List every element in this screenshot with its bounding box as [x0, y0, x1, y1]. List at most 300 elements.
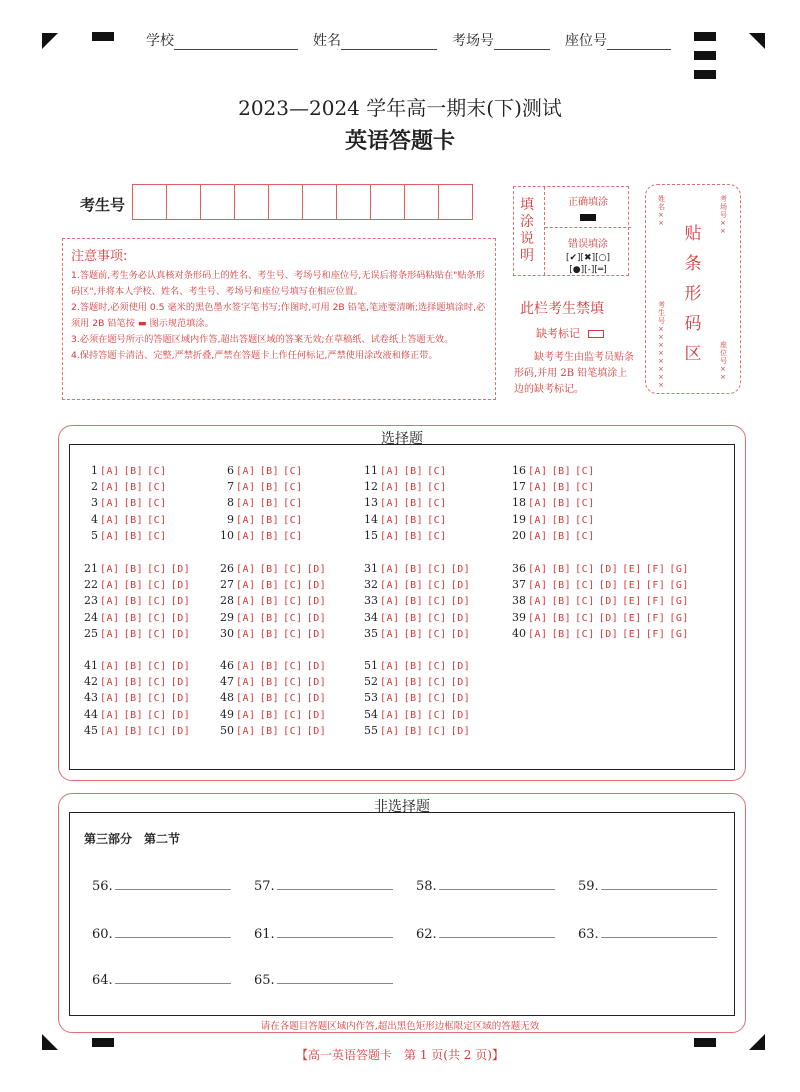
answer-bubble-d[interactable]: [D]: [170, 596, 191, 608]
name-field[interactable]: [313, 30, 437, 50]
answer-bubble-b[interactable]: [B]: [403, 466, 424, 477]
answer-bubble-d[interactable]: [D]: [306, 596, 327, 608]
answer-blank[interactable]: [92, 972, 231, 988]
answer-bubble-c[interactable]: [C]: [147, 580, 167, 592]
answer-blank[interactable]: [578, 878, 717, 894]
blank-line[interactable]: [277, 926, 393, 938]
answer-bubble-a[interactable]: [A]: [100, 530, 120, 542]
answer-bubble-d[interactable]: [D]: [306, 628, 327, 640]
answer-bubble-b[interactable]: [B]: [123, 498, 144, 510]
candidate-id-cell[interactable]: [405, 184, 439, 220]
subpart-heading: 第三部分 第二节: [84, 832, 181, 846]
answer-bubble-e[interactable]: [E]: [622, 628, 642, 640]
answer-bubble-b[interactable]: [B]: [403, 709, 424, 721]
answer-bubble-g[interactable]: [G]: [669, 564, 689, 575]
answer-bubble-d[interactable]: [D]: [450, 564, 471, 575]
answer-bubble-a[interactable]: [A]: [236, 661, 256, 672]
answer-bubble-b[interactable]: [B]: [123, 482, 144, 494]
candidate-id-cell[interactable]: [337, 184, 371, 220]
absent-note: 缺考考生由监考员贴条形码,并用 2B 铅笔填涂上边的缺考标记。: [514, 352, 634, 395]
answer-bubble-b[interactable]: [B]: [551, 466, 572, 477]
answer-bubble-c[interactable]: [C]: [283, 709, 303, 721]
question-number: 4: [91, 512, 98, 526]
exam-room-field[interactable]: [452, 30, 550, 50]
answer-bubble-d[interactable]: [D]: [170, 725, 191, 737]
answer-bubble-b[interactable]: [B]: [123, 628, 144, 640]
answer-bubble-e[interactable]: [E]: [622, 612, 642, 624]
answer-bubble-b[interactable]: [B]: [551, 564, 572, 575]
answer-bubble-d[interactable]: [D]: [450, 693, 471, 705]
answer-bubble-b[interactable]: [B]: [259, 514, 280, 526]
answer-bubble-d[interactable]: [D]: [170, 677, 191, 689]
blank-number: 61.: [254, 927, 275, 942]
answer-bubble-a[interactable]: [A]: [380, 530, 400, 542]
answer-bubble-c[interactable]: [C]: [147, 725, 167, 737]
choice-question-row: [84, 724, 194, 737]
blank-line[interactable]: [601, 926, 717, 938]
answer-bubble-c[interactable]: [C]: [283, 661, 303, 672]
answer-bubble-c[interactable]: [C]: [427, 498, 447, 510]
answer-bubble-d[interactable]: [D]: [598, 628, 619, 640]
answer-bubble-c[interactable]: [C]: [427, 564, 447, 575]
answer-bubble-f[interactable]: [F]: [645, 596, 666, 608]
question-number: 47: [220, 675, 234, 689]
answer-bubble-a[interactable]: [A]: [236, 514, 256, 526]
answer-bubble-b[interactable]: [B]: [259, 530, 280, 542]
answer-bubble-c[interactable]: [C]: [283, 628, 303, 640]
answer-bubble-d[interactable]: [D]: [306, 693, 327, 705]
question-number: 37: [512, 578, 526, 592]
answer-bubble-c[interactable]: [C]: [147, 677, 167, 689]
answer-bubble-b[interactable]: [B]: [123, 709, 144, 721]
answer-bubble-b[interactable]: [B]: [403, 612, 424, 624]
answer-bubble-a[interactable]: [A]: [380, 514, 400, 526]
answer-bubble-g[interactable]: [G]: [669, 628, 689, 640]
question-number: 36: [512, 562, 526, 575]
registration-mark: [92, 32, 114, 41]
answer-bubble-b[interactable]: [B]: [551, 612, 572, 624]
answer-bubble-a[interactable]: [A]: [380, 498, 400, 510]
answer-bubble-c[interactable]: [C]: [147, 612, 167, 624]
answer-blank[interactable]: [254, 926, 393, 942]
registration-mark: [694, 70, 716, 79]
answer-bubble-c[interactable]: [C]: [575, 580, 595, 592]
answer-bubble-b[interactable]: [B]: [551, 530, 572, 542]
answer-bubble-c[interactable]: [C]: [427, 628, 447, 640]
choice-question-row: [84, 562, 194, 575]
question-number: 5: [91, 528, 98, 542]
notice-box: [62, 238, 496, 400]
answer-bubble-a[interactable]: [A]: [236, 628, 256, 640]
choice-question-row: [84, 627, 194, 640]
answer-bubble-b[interactable]: [B]: [403, 482, 424, 494]
answer-bubble-b[interactable]: [B]: [551, 628, 572, 640]
blank-line[interactable]: [439, 878, 555, 890]
answer-bubble-a[interactable]: [A]: [380, 612, 400, 624]
answer-bubble-a[interactable]: [A]: [100, 564, 120, 575]
answer-bubble-c[interactable]: [C]: [283, 466, 303, 477]
answer-bubble-e[interactable]: [E]: [622, 580, 642, 592]
answer-bubble-b[interactable]: [B]: [403, 498, 424, 510]
answer-bubble-d[interactable]: [D]: [450, 661, 471, 672]
registration-mark: [694, 51, 716, 60]
answer-bubble-b[interactable]: [B]: [259, 564, 280, 575]
choice-question-row: [220, 611, 330, 624]
answer-bubble-d[interactable]: [D]: [170, 628, 191, 640]
blank-line[interactable]: [277, 878, 393, 890]
answer-bubble-a[interactable]: [A]: [100, 725, 120, 737]
answer-bubble-a[interactable]: [A]: [528, 612, 548, 624]
candidate-id-cell[interactable]: [371, 184, 405, 220]
absent-mark[interactable]: [536, 325, 604, 341]
answer-bubble-b[interactable]: [B]: [123, 693, 144, 705]
question-number: 12: [364, 480, 378, 494]
answer-bubble-d[interactable]: [D]: [598, 564, 619, 575]
answer-bubble-c[interactable]: [C]: [575, 498, 595, 510]
answer-bubble-c[interactable]: [C]: [575, 612, 595, 624]
answer-bubble-a[interactable]: [A]: [100, 514, 120, 526]
answer-bubble-a[interactable]: [A]: [100, 596, 120, 608]
answer-bubble-d[interactable]: [D]: [306, 725, 327, 737]
answer-bubble-c[interactable]: [C]: [283, 514, 303, 526]
answer-bubble-b[interactable]: [B]: [123, 677, 144, 689]
answer-bubble-d[interactable]: [D]: [306, 677, 327, 689]
answer-bubble-d[interactable]: [D]: [170, 612, 191, 624]
answer-bubble-a[interactable]: [A]: [380, 564, 400, 575]
answer-bubble-a[interactable]: [A]: [380, 661, 400, 672]
answer-bubble-a[interactable]: [A]: [100, 612, 120, 624]
choice-question-row: [220, 594, 330, 607]
blank-line[interactable]: [601, 878, 717, 890]
answer-bubble-c[interactable]: [C]: [575, 466, 595, 477]
answer-bubble-c[interactable]: [C]: [147, 628, 167, 640]
answer-bubble-b[interactable]: [B]: [259, 498, 280, 510]
answer-bubble-c[interactable]: [C]: [147, 466, 167, 477]
answer-bubble-a[interactable]: [A]: [236, 596, 256, 608]
answer-bubble-c[interactable]: [C]: [283, 530, 303, 542]
answer-bubble-b[interactable]: [B]: [123, 661, 144, 672]
answer-bubble-c[interactable]: [C]: [283, 498, 303, 510]
answer-bubble-b[interactable]: [B]: [259, 628, 280, 640]
answer-bubble-a[interactable]: [A]: [528, 628, 548, 640]
answer-bubble-a[interactable]: [A]: [236, 709, 256, 721]
answer-bubble-d[interactable]: [D]: [450, 677, 471, 689]
answer-bubble-a[interactable]: [A]: [528, 530, 548, 542]
answer-bubble-a[interactable]: [A]: [236, 693, 256, 705]
answer-bubble-a[interactable]: [A]: [100, 482, 120, 494]
answer-bubble-a[interactable]: [A]: [528, 596, 548, 608]
blank-number: 58.: [416, 879, 437, 894]
answer-bubble-b[interactable]: [B]: [259, 580, 280, 592]
blank-line[interactable]: [115, 972, 231, 984]
answer-bubble-b[interactable]: [B]: [403, 564, 424, 575]
candidate-id-cell[interactable]: [439, 184, 473, 220]
answer-bubble-b[interactable]: [B]: [259, 661, 280, 672]
choice-question-row: [512, 578, 693, 591]
answer-bubble-b[interactable]: [B]: [259, 693, 280, 705]
answer-bubble-f[interactable]: [F]: [645, 580, 666, 592]
answer-bubble-d[interactable]: [D]: [450, 725, 471, 737]
answer-bubble-b[interactable]: [B]: [123, 530, 144, 542]
answer-bubble-d[interactable]: [D]: [450, 709, 471, 721]
answer-bubble-a[interactable]: [A]: [380, 580, 400, 592]
answer-bubble-c[interactable]: [C]: [147, 482, 167, 494]
choice-question-row: [512, 480, 599, 493]
answer-bubble-b[interactable]: [B]: [551, 482, 572, 494]
choice-question-row: [84, 611, 194, 624]
answer-bubble-d[interactable]: [D]: [170, 709, 191, 721]
answer-bubble-b[interactable]: [B]: [123, 725, 144, 737]
answer-bubble-b[interactable]: [B]: [123, 564, 144, 575]
answer-bubble-b[interactable]: [B]: [403, 693, 424, 705]
notice-item: 1.答题前,考生务必认真核对条形码上的姓名、考生号、考场号和座位号,无误后将条形码粘贴在"贴条形码区",并将本人学校、姓名、考生号、考场号和座位号填写在相应位置。: [71, 270, 485, 297]
answer-bubble-d[interactable]: [D]: [170, 661, 191, 672]
answer-bubble-a[interactable]: [A]: [236, 564, 256, 575]
blank-line[interactable]: [277, 972, 393, 984]
candidate-id-cell[interactable]: [269, 184, 303, 220]
answer-bubble-b[interactable]: [B]: [403, 628, 424, 640]
candidate-id-cell[interactable]: [303, 184, 337, 220]
answer-bubble-a[interactable]: [A]: [528, 514, 548, 526]
answer-bubble-c[interactable]: [C]: [575, 530, 595, 542]
seat-field[interactable]: [565, 30, 671, 50]
answer-bubble-d[interactable]: [D]: [598, 580, 619, 592]
answer-bubble-a[interactable]: [A]: [100, 709, 120, 721]
answer-bubble-d[interactable]: [D]: [170, 580, 191, 592]
answer-bubble-c[interactable]: [C]: [427, 693, 447, 705]
answer-bubble-a[interactable]: [A]: [380, 677, 400, 689]
question-number: 20: [512, 528, 526, 542]
notice-item: 3.必须在题号所示的答题区域内作答,超出答题区域的答案无效;在草稿纸、试卷纸上答题无效。: [71, 334, 454, 345]
answer-bubble-b[interactable]: [B]: [403, 580, 424, 592]
answer-bubble-d[interactable]: [D]: [598, 596, 619, 608]
candidate-id-cell[interactable]: [167, 184, 201, 220]
answer-bubble-a[interactable]: [A]: [100, 677, 120, 689]
answer-bubble-a[interactable]: [A]: [236, 725, 256, 737]
answer-bubble-a[interactable]: [A]: [236, 612, 256, 624]
answer-blank[interactable]: [254, 972, 393, 988]
question-number: 13: [364, 496, 378, 510]
answer-bubble-b[interactable]: [B]: [259, 677, 280, 689]
answer-bubble-c[interactable]: [C]: [575, 564, 595, 575]
answer-bubble-b[interactable]: [B]: [123, 514, 144, 526]
answer-bubble-d[interactable]: [D]: [598, 612, 619, 624]
notice-item: 4.保持答题卡清洁、完整,严禁折叠,严禁在答题卡上作任何标记,严禁使用涂改液和修正带。: [71, 350, 438, 361]
candidate-id-cell[interactable]: [235, 184, 269, 220]
answer-bubble-b[interactable]: [B]: [259, 596, 280, 608]
answer-bubble-b[interactable]: [B]: [403, 725, 424, 737]
answer-bubble-b[interactable]: [B]: [259, 709, 280, 721]
answer-bubble-c[interactable]: [C]: [427, 514, 447, 526]
answer-bubble-c[interactable]: [C]: [427, 661, 447, 672]
answer-bubble-a[interactable]: [A]: [100, 628, 120, 640]
absent-checkbox[interactable]: [588, 330, 604, 338]
answer-bubble-b[interactable]: [B]: [123, 466, 144, 477]
corner-triangle-top-right: [749, 33, 765, 49]
answer-bubble-c[interactable]: [C]: [283, 677, 303, 689]
choice-question-row: [220, 480, 307, 493]
answer-bubble-a[interactable]: [A]: [380, 628, 400, 640]
answer-bubble-c[interactable]: [C]: [427, 725, 447, 737]
answer-bubble-d[interactable]: [D]: [450, 596, 471, 608]
question-number: 50: [220, 723, 234, 737]
answer-bubble-d[interactable]: [D]: [450, 580, 471, 592]
answer-bubble-c[interactable]: [C]: [427, 709, 447, 721]
answer-bubble-c[interactable]: [C]: [427, 530, 447, 542]
answer-bubble-b[interactable]: [B]: [403, 661, 424, 672]
answer-bubble-a[interactable]: [A]: [528, 466, 548, 477]
choice-question-row: [364, 464, 451, 477]
answer-bubble-a[interactable]: [A]: [236, 482, 256, 494]
answer-bubble-c[interactable]: [C]: [427, 596, 447, 608]
answer-blank[interactable]: [92, 878, 231, 894]
choice-question-row: [220, 496, 307, 509]
answer-bubble-g[interactable]: [G]: [669, 596, 689, 608]
school-field[interactable]: [146, 30, 298, 50]
answer-bubble-f[interactable]: [F]: [645, 628, 666, 640]
answer-bubble-c[interactable]: [C]: [427, 466, 447, 477]
answer-bubble-c[interactable]: [C]: [147, 498, 167, 510]
answer-bubble-b[interactable]: [B]: [403, 677, 424, 689]
question-number: 34: [364, 610, 378, 624]
answer-bubble-d[interactable]: [D]: [170, 564, 191, 575]
answer-bubble-c[interactable]: [C]: [575, 514, 595, 526]
answer-bubble-a[interactable]: [A]: [380, 693, 400, 705]
answer-bubble-b[interactable]: [B]: [551, 580, 572, 592]
answer-blank[interactable]: [254, 878, 393, 894]
answer-bubble-a[interactable]: [A]: [380, 709, 400, 721]
answer-bubble-g[interactable]: [G]: [669, 580, 689, 592]
answer-bubble-c[interactable]: [C]: [575, 482, 595, 494]
answer-bubble-c[interactable]: [C]: [147, 514, 167, 526]
answer-bubble-c[interactable]: [C]: [147, 709, 167, 721]
answer-bubble-c[interactable]: [C]: [147, 596, 167, 608]
answer-bubble-c[interactable]: [C]: [427, 612, 447, 624]
answer-bubble-c[interactable]: [C]: [427, 580, 447, 592]
answer-bubble-e[interactable]: [E]: [622, 564, 642, 575]
answer-bubble-c[interactable]: [C]: [147, 564, 167, 575]
answer-bubble-c[interactable]: [C]: [283, 612, 303, 624]
answer-bubble-d[interactable]: [D]: [170, 693, 191, 705]
blank-line[interactable]: [115, 926, 231, 938]
answer-bubble-c[interactable]: [C]: [283, 564, 303, 575]
answer-bubble-b[interactable]: [B]: [403, 514, 424, 526]
answer-bubble-c[interactable]: [C]: [283, 580, 303, 592]
seat-label: 座位号: [565, 33, 607, 49]
answer-bubble-d[interactable]: [D]: [306, 612, 327, 624]
choice-question-row: [364, 513, 451, 526]
answer-bubble-c[interactable]: [C]: [147, 693, 167, 705]
candidate-id-cell[interactable]: [201, 184, 235, 220]
answer-bubble-c[interactable]: [C]: [147, 530, 167, 542]
answer-blank[interactable]: [416, 878, 555, 894]
candidate-id-grid[interactable]: [132, 184, 473, 220]
answer-bubble-d[interactable]: [D]: [306, 580, 327, 592]
answer-bubble-a[interactable]: [A]: [528, 498, 548, 510]
answer-bubble-a[interactable]: [A]: [100, 693, 120, 705]
answer-bubble-c[interactable]: [C]: [283, 725, 303, 737]
answer-bubble-b[interactable]: [B]: [259, 482, 280, 494]
answer-bubble-d[interactable]: [D]: [450, 612, 471, 624]
question-number: 21: [84, 562, 98, 575]
answer-bubble-a[interactable]: [A]: [100, 661, 120, 672]
answer-bubble-c[interactable]: [C]: [283, 482, 303, 494]
blank-number: 63.: [578, 927, 599, 942]
question-number: 28: [220, 594, 234, 608]
question-number: 43: [84, 691, 98, 705]
answer-bubble-a[interactable]: [A]: [380, 482, 400, 494]
answer-bubble-b[interactable]: [B]: [551, 596, 572, 608]
answer-bubble-a[interactable]: [A]: [100, 498, 120, 510]
answer-bubble-a[interactable]: [A]: [380, 596, 400, 608]
answer-bubble-a[interactable]: [A]: [236, 677, 256, 689]
choice-question-row: [512, 529, 599, 542]
choice-question-row: [364, 724, 474, 737]
answer-bubble-c[interactable]: [C]: [427, 482, 447, 494]
answer-bubble-c[interactable]: [C]: [575, 628, 595, 640]
choice-question-row: [364, 578, 474, 591]
answer-bubble-b[interactable]: [B]: [551, 514, 572, 526]
answer-bubble-e[interactable]: [E]: [622, 596, 642, 608]
answer-bubble-c[interactable]: [C]: [147, 661, 167, 672]
choice-question-row: [220, 562, 330, 575]
answer-bubble-d[interactable]: [D]: [450, 628, 471, 640]
answer-bubble-a[interactable]: [A]: [100, 580, 120, 592]
choice-question-row: [84, 691, 194, 704]
answer-bubble-d[interactable]: [D]: [306, 564, 327, 575]
exam-room-label: 考场号: [452, 33, 494, 49]
question-number: 30: [220, 626, 234, 640]
answer-blank[interactable]: [416, 926, 555, 942]
answer-bubble-c[interactable]: [C]: [427, 677, 447, 689]
answer-bubble-a[interactable]: [A]: [528, 580, 548, 592]
answer-bubble-b[interactable]: [B]: [123, 612, 144, 624]
answer-bubble-b[interactable]: [B]: [259, 466, 280, 477]
answer-bubble-b[interactable]: [B]: [403, 530, 424, 542]
blank-line[interactable]: [439, 926, 555, 938]
answer-bubble-a[interactable]: [A]: [528, 564, 548, 575]
answer-bubble-a[interactable]: [A]: [236, 580, 256, 592]
blank-line[interactable]: [115, 878, 231, 890]
answer-bubble-c[interactable]: [C]: [283, 693, 303, 705]
answer-blank[interactable]: [92, 926, 231, 942]
answer-bubble-b[interactable]: [B]: [551, 498, 572, 510]
answer-bubble-a[interactable]: [A]: [236, 530, 256, 542]
answer-bubble-a[interactable]: [A]: [528, 482, 548, 494]
answer-bubble-b[interactable]: [B]: [123, 596, 144, 608]
blank-number: 57.: [254, 879, 275, 894]
answer-bubble-b[interactable]: [B]: [403, 596, 424, 608]
answer-bubble-a[interactable]: [A]: [380, 466, 400, 477]
barcode-id-label: 考生号××××××××: [658, 301, 665, 389]
answer-bubble-b[interactable]: [B]: [259, 612, 280, 624]
answer-bubble-a[interactable]: [A]: [380, 725, 400, 737]
answer-bubble-a[interactable]: [A]: [236, 498, 256, 510]
answer-bubble-c[interactable]: [C]: [575, 596, 595, 608]
answer-bubble-b[interactable]: [B]: [123, 580, 144, 592]
answer-bubble-a[interactable]: [A]: [236, 466, 256, 477]
answer-bubble-b[interactable]: [B]: [259, 725, 280, 737]
answer-bubble-a[interactable]: [A]: [100, 466, 120, 477]
answer-bubble-c[interactable]: [C]: [283, 596, 303, 608]
answer-bubble-f[interactable]: [F]: [645, 564, 666, 575]
answer-bubble-d[interactable]: [D]: [306, 661, 327, 672]
answer-bubble-g[interactable]: [G]: [669, 612, 689, 624]
answer-blank[interactable]: [578, 926, 717, 942]
candidate-id-cell[interactable]: [133, 184, 167, 220]
answer-bubble-d[interactable]: [D]: [306, 709, 327, 721]
answer-bubble-f[interactable]: [F]: [645, 612, 666, 624]
